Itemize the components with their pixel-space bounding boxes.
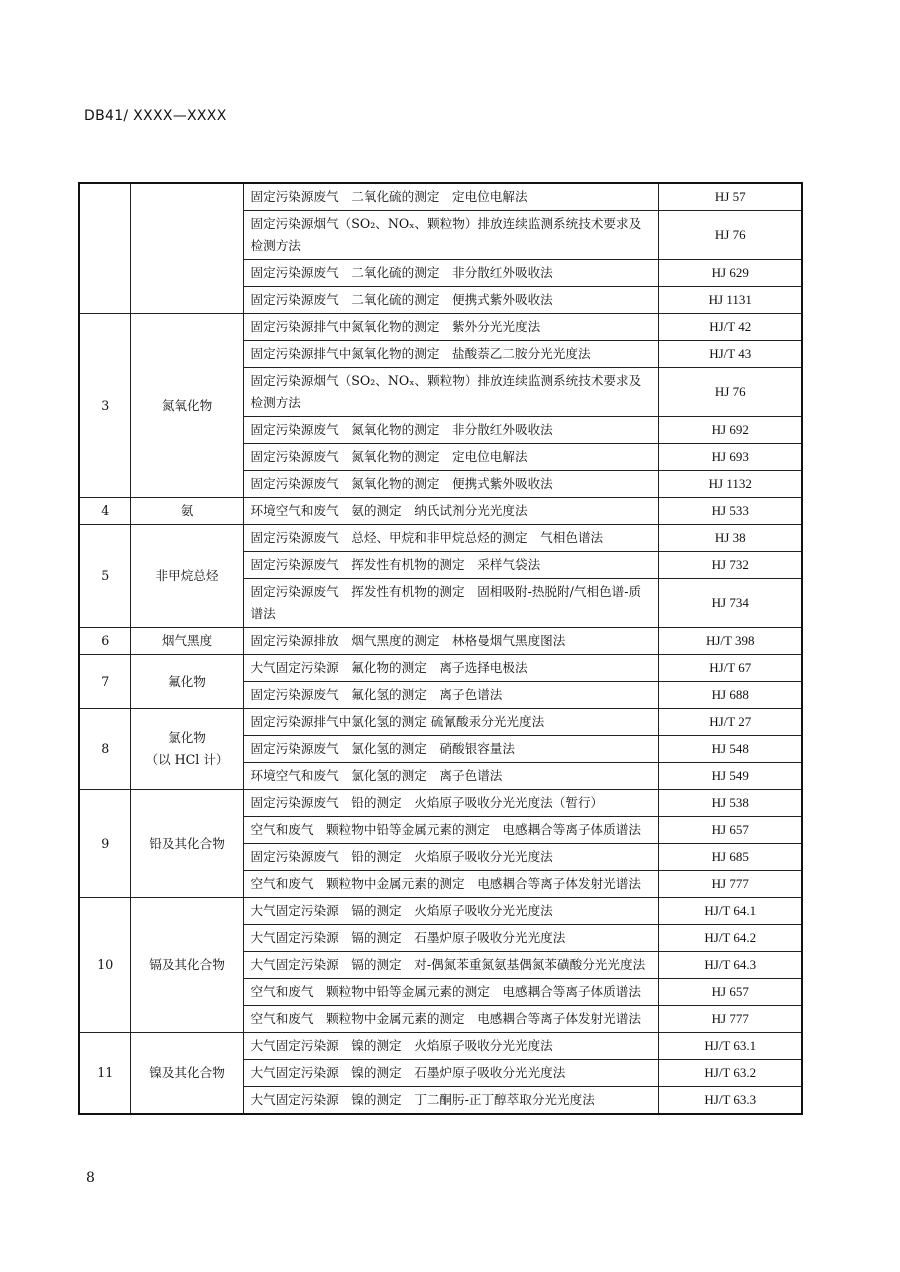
method-name-cell: 环境空气和废气 氯化氢的测定 离子色谱法 [243, 763, 658, 790]
standard-code-cell: HJ 629 [658, 260, 802, 287]
standard-code-cell: HJ/T 67 [658, 655, 802, 682]
method-name-cell: 固定污染源烟气（SO₂、NOₓ、颗粒物）排放连续监测系统技术要求及检测方法 [243, 211, 658, 260]
standard-code-cell: HJ 732 [658, 552, 802, 579]
method-name-cell: 空气和废气 颗粒物中铅等金属元素的测定 电感耦合等离子体质谱法 [243, 979, 658, 1006]
standards-table-body [79, 183, 802, 1114]
item-number-cell: 7 [79, 655, 130, 709]
item-number-cell [79, 183, 130, 314]
method-name-cell: 空气和废气 颗粒物中金属元素的测定 电感耦合等离子体发射光谱法 [243, 871, 658, 898]
standard-code-cell: HJ 549 [658, 763, 802, 790]
standard-code-cell: HJ 692 [658, 417, 802, 444]
item-number-cell: 11 [79, 1033, 130, 1115]
standard-code-cell: HJ/T 64.3 [658, 952, 802, 979]
method-name-cell: 大气固定污染源 镉的测定 对-偶氮苯重氮氨基偶氮苯磺酸分光光度法 [243, 952, 658, 979]
item-number-cell: 6 [79, 628, 130, 655]
pollutant-item-cell: 氟化物 [130, 655, 243, 709]
item-number-cell: 8 [79, 709, 130, 790]
method-name-cell: 固定污染源排气中氮氧化物的测定 紫外分光光度法 [243, 314, 658, 341]
pollutant-item-cell: 镍及其化合物 [130, 1033, 243, 1115]
standard-code-cell: HJ 538 [658, 790, 802, 817]
method-name-cell: 固定污染源烟气（SO₂、NOₓ、颗粒物）排放连续监测系统技术要求及检测方法 [243, 368, 658, 417]
standard-code-cell: HJ/T 64.1 [658, 898, 802, 925]
standard-code-cell: HJ/T 398 [658, 628, 802, 655]
standard-code-cell: HJ 693 [658, 444, 802, 471]
method-name-cell: 固定污染源废气 铅的测定 火焰原子吸收分光光度法（暂行） [243, 790, 658, 817]
table-row [79, 628, 802, 655]
method-name-cell: 固定污染源废气 二氧化硫的测定 便携式紫外吸收法 [243, 287, 658, 314]
table-row [79, 898, 802, 925]
page-number: 8 [86, 1170, 95, 1186]
pollutant-item-cell: 氯化物 （以 HCl 计） [130, 709, 243, 790]
method-name-cell: 大气固定污染源 镍的测定 丁二酮肟-正丁醇萃取分光光度法 [243, 1087, 658, 1115]
standard-code-cell: HJ/T 27 [658, 709, 802, 736]
method-name-cell: 固定污染源排气中氯化氢的测定 硫氰酸汞分光光度法 [243, 709, 658, 736]
method-name-cell: 大气固定污染源 镍的测定 火焰原子吸收分光光度法 [243, 1033, 658, 1060]
standards-table [78, 182, 803, 1115]
method-name-cell: 固定污染源废气 氮氧化物的测定 定电位电解法 [243, 444, 658, 471]
method-name-cell: 固定污染源废气 氮氧化物的测定 便携式紫外吸收法 [243, 471, 658, 498]
pollutant-item-cell: 氮氧化物 [130, 314, 243, 498]
standard-code-cell: HJ 38 [658, 525, 802, 552]
table-row [79, 314, 802, 341]
method-name-cell: 空气和废气 颗粒物中铅等金属元素的测定 电感耦合等离子体质谱法 [243, 817, 658, 844]
method-name-cell: 环境空气和废气 氨的测定 纳氏试剂分光光度法 [243, 498, 658, 525]
table-row [79, 498, 802, 525]
method-name-cell: 固定污染源废气 挥发性有机物的测定 采样气袋法 [243, 552, 658, 579]
standard-code-cell: HJ 777 [658, 1006, 802, 1033]
standard-code-cell: HJ 734 [658, 579, 802, 628]
method-name-cell: 固定污染源废气 氯化氢的测定 硝酸银容量法 [243, 736, 658, 763]
item-number-cell: 4 [79, 498, 130, 525]
method-name-cell: 大气固定污染源 镉的测定 火焰原子吸收分光光度法 [243, 898, 658, 925]
item-number-cell: 5 [79, 525, 130, 628]
pollutant-item-cell: 非甲烷总烃 [130, 525, 243, 628]
item-number-cell: 3 [79, 314, 130, 498]
method-name-cell: 大气固定污染源 氟化物的测定 离子选择电极法 [243, 655, 658, 682]
standard-code-cell: HJ 533 [658, 498, 802, 525]
standard-code-cell: HJ 688 [658, 682, 802, 709]
method-name-cell: 固定污染源废气 总烃、甲烷和非甲烷总烃的测定 气相色谱法 [243, 525, 658, 552]
pollutant-item-cell: 铅及其化合物 [130, 790, 243, 898]
method-name-cell: 固定污染源废气 铅的测定 火焰原子吸收分光光度法 [243, 844, 658, 871]
method-name-cell: 固定污染源排气中氮氧化物的测定 盐酸萘乙二胺分光光度法 [243, 341, 658, 368]
standard-code-cell: HJ 57 [658, 183, 802, 211]
method-name-cell: 空气和废气 颗粒物中金属元素的测定 电感耦合等离子体发射光谱法 [243, 1006, 658, 1033]
method-name-cell: 固定污染源废气 二氧化硫的测定 非分散红外吸收法 [243, 260, 658, 287]
standard-code-cell: HJ 1132 [658, 471, 802, 498]
method-name-cell: 固定污染源废气 挥发性有机物的测定 固相吸附-热脱附/气相色谱-质谱法 [243, 579, 658, 628]
pollutant-item-cell: 烟气黑度 [130, 628, 243, 655]
pollutant-item-cell: 镉及其化合物 [130, 898, 243, 1033]
table-row [79, 1033, 802, 1060]
pollutant-item-cell: 氨 [130, 498, 243, 525]
standard-code-cell: HJ 777 [658, 871, 802, 898]
method-name-cell: 固定污染源排放 烟气黑度的测定 林格曼烟气黑度图法 [243, 628, 658, 655]
table-row [79, 709, 802, 736]
standard-code-cell: HJ 548 [658, 736, 802, 763]
standard-code-cell: HJ/T 43 [658, 341, 802, 368]
standard-code-cell: HJ 76 [658, 211, 802, 260]
table-row [79, 183, 802, 211]
item-number-cell: 10 [79, 898, 130, 1033]
table-row [79, 655, 802, 682]
standard-code-cell: HJ/T 63.2 [658, 1060, 802, 1087]
standard-code-cell: HJ/T 64.2 [658, 925, 802, 952]
standard-code-cell: HJ/T 42 [658, 314, 802, 341]
method-name-cell: 大气固定污染源 镍的测定 石墨炉原子吸收分光光度法 [243, 1060, 658, 1087]
method-name-cell: 固定污染源废气 氮氧化物的测定 非分散红外吸收法 [243, 417, 658, 444]
standard-code-cell: HJ/T 63.1 [658, 1033, 802, 1060]
pollutant-item-cell [130, 183, 243, 314]
standard-code-cell: HJ 76 [658, 368, 802, 417]
document-id-header: DB41/ XXXX—XXXX [84, 108, 227, 124]
method-name-cell: 固定污染源废气 氟化氢的测定 离子色谱法 [243, 682, 658, 709]
table-row [79, 525, 802, 552]
standard-code-cell: HJ 657 [658, 817, 802, 844]
standard-code-cell: HJ 657 [658, 979, 802, 1006]
standard-code-cell: HJ 1131 [658, 287, 802, 314]
method-name-cell: 大气固定污染源 镉的测定 石墨炉原子吸收分光光度法 [243, 925, 658, 952]
standard-code-cell: HJ/T 63.3 [658, 1087, 802, 1115]
item-number-cell: 9 [79, 790, 130, 898]
method-name-cell: 固定污染源废气 二氧化硫的测定 定电位电解法 [243, 183, 658, 211]
table-row [79, 790, 802, 817]
standard-code-cell: HJ 685 [658, 844, 802, 871]
